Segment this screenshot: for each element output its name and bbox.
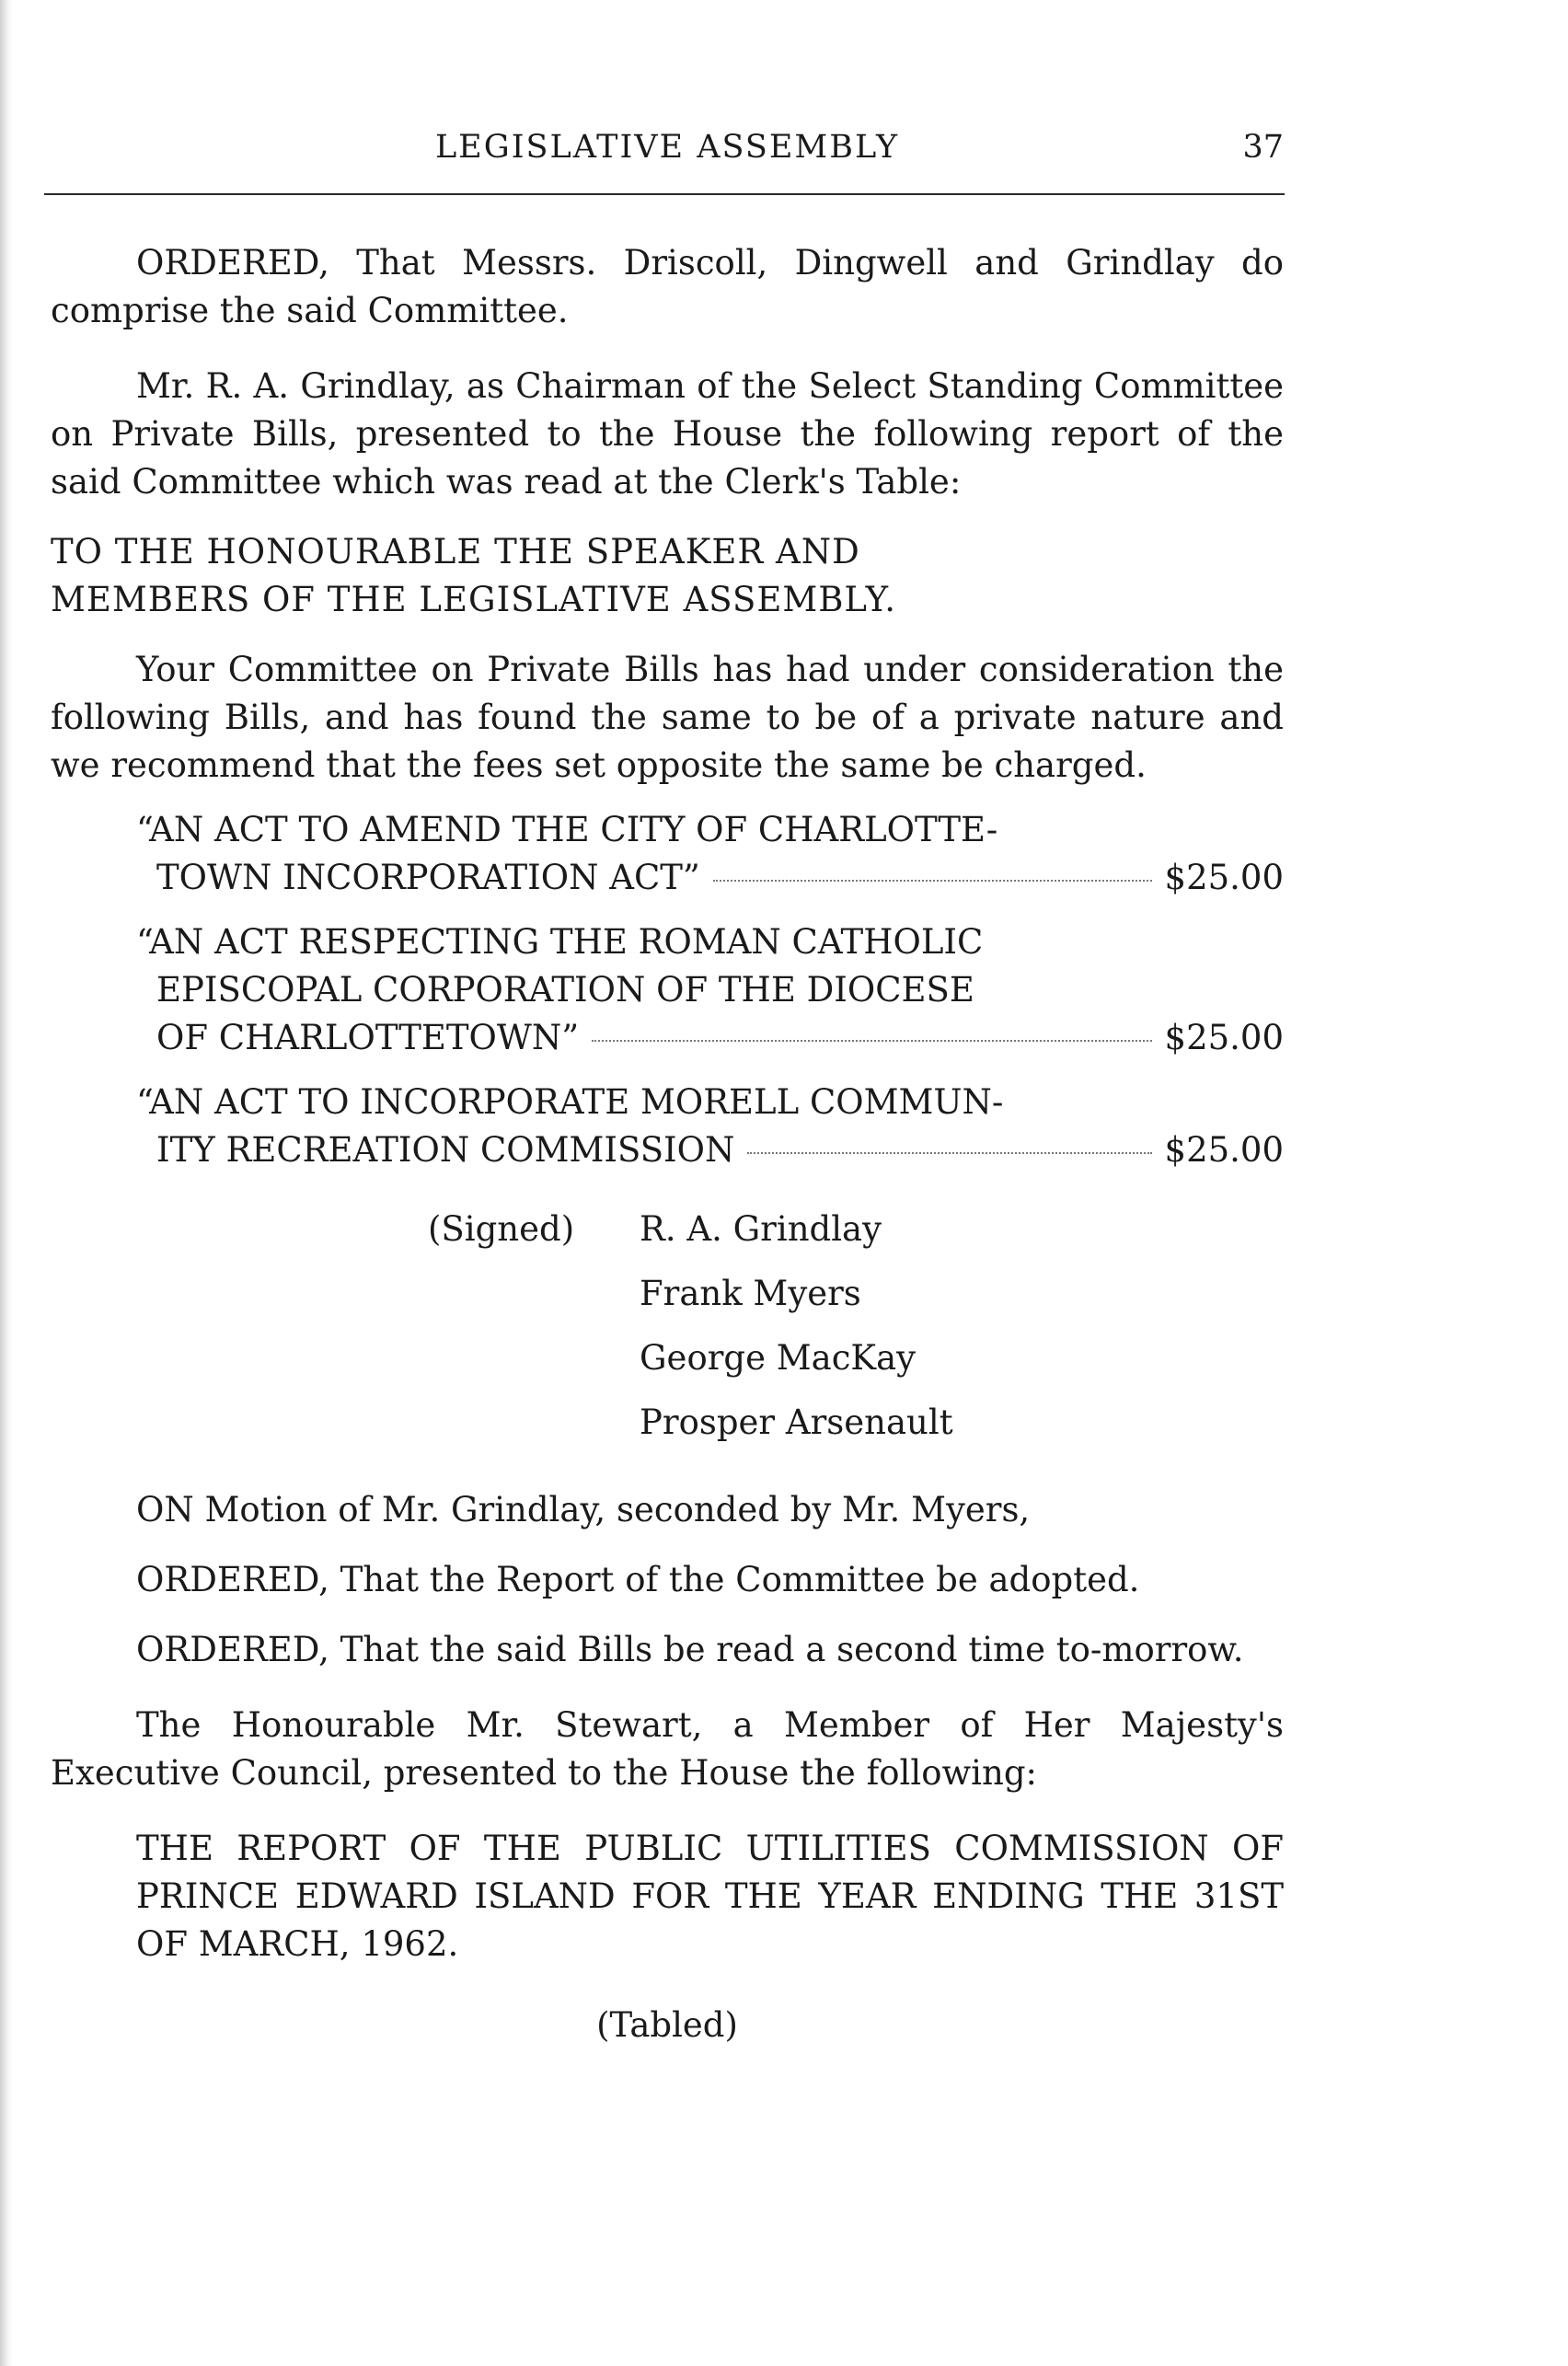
bill-item — [51, 806, 1284, 902]
tabled-note: (Tabled) — [596, 2005, 738, 2045]
signatory-name: Frank Myers — [640, 1274, 861, 1313]
report-address — [51, 528, 1284, 624]
bill-title-line: ITY RECREATION COMMISSION — [156, 1130, 735, 1170]
bill-fee-line — [136, 854, 1284, 902]
bill-fee: $25.00 — [1164, 1018, 1284, 1057]
bill-item — [51, 1079, 1284, 1174]
address-line: MEMBERS OF THE LEGISLATIVE ASSEMBLY. — [51, 580, 897, 619]
bill-title-continuation — [136, 966, 1284, 1014]
bill-title-line: “AN ACT TO AMEND THE CITY OF CHARLOTTE- — [136, 810, 998, 849]
page-header — [51, 129, 1284, 184]
signed-label: (Signed) — [428, 1209, 575, 1249]
page-binding-edge — [0, 0, 13, 2366]
chairman-report-paragraph: Mr. R. A. Grindlay, as Chairman of the Select Standing Committee on Private Bills, presented to the House the following report of the said Committee which was read at the Clerk's Table: — [51, 366, 1284, 502]
ordered-committee-paragraph: ORDERED, That Messrs. Driscoll, Dingwell and Grindlay do comprise the said Committee. — [51, 243, 1284, 330]
bill-title-line: “AN ACT RESPECTING THE ROMAN CATHOLIC — [136, 922, 984, 962]
report-title: THE REPORT OF THE PUBLIC UTILITIES COMMISSION OF PRINCE EDWARD ISLAND FOR THE YEAR ENDING THE 31ST OF MARCH, 1962. — [136, 1829, 1284, 1964]
ordered-second-reading-paragraph: ORDERED, That the said Bills be read a second time to-morrow. — [136, 1630, 1244, 1669]
bill-fee: $25.00 — [1164, 1130, 1284, 1170]
dot-leader — [592, 1040, 1151, 1042]
page-body — [51, 239, 1284, 2049]
bill-fee-line — [136, 1014, 1284, 1062]
bills-list — [51, 806, 1284, 1174]
ordered-adopted-paragraph: ORDERED, That the Report of the Committee be adopted. — [136, 1560, 1140, 1599]
signature-block — [51, 1206, 1284, 1459]
bill-title-line: EPISCOPAL CORPORATION OF THE DIOCESE — [156, 970, 974, 1010]
bill-title-line: TOWN INCORPORATION ACT” — [156, 858, 700, 897]
bill-title-line: OF CHARLOTTETOWN” — [156, 1018, 580, 1057]
committee-recommendation-paragraph: Your Committee on Private Bills has had under consideration the following Bills, and has found the same to be of a private nature and we recommend that the fees set opposite the same be charged. — [51, 650, 1284, 785]
dot-leader — [747, 1152, 1151, 1154]
stewart-presentation-paragraph: The Honourable Mr. Stewart, a Member of Her Majesty's Executive Council, presented to the House the following: — [51, 1705, 1284, 1793]
signatory-name: George MacKay — [640, 1338, 917, 1378]
address-line: TO THE HONOURABLE THE SPEAKER AND — [51, 532, 860, 571]
signatory-name: R. A. Grindlay — [640, 1209, 882, 1249]
running-title: LEGISLATIVE ASSEMBLY — [434, 129, 900, 166]
dot-leader — [713, 880, 1152, 882]
bill-item — [51, 918, 1284, 1062]
signatory-list — [640, 1206, 953, 1463]
bill-fee: $25.00 — [1164, 858, 1284, 897]
bill-title-line: “AN ACT TO INCORPORATE MORELL COMMUN- — [136, 1082, 1004, 1122]
signatory-name: Prosper Arsenault — [640, 1402, 953, 1442]
bill-fee-line — [136, 1126, 1284, 1174]
motion-paragraph: ON Motion of Mr. Grindlay, seconded by Mr. Myers, — [136, 1490, 1031, 1529]
header-rule — [44, 193, 1285, 195]
page-number: 37 — [1242, 129, 1284, 166]
